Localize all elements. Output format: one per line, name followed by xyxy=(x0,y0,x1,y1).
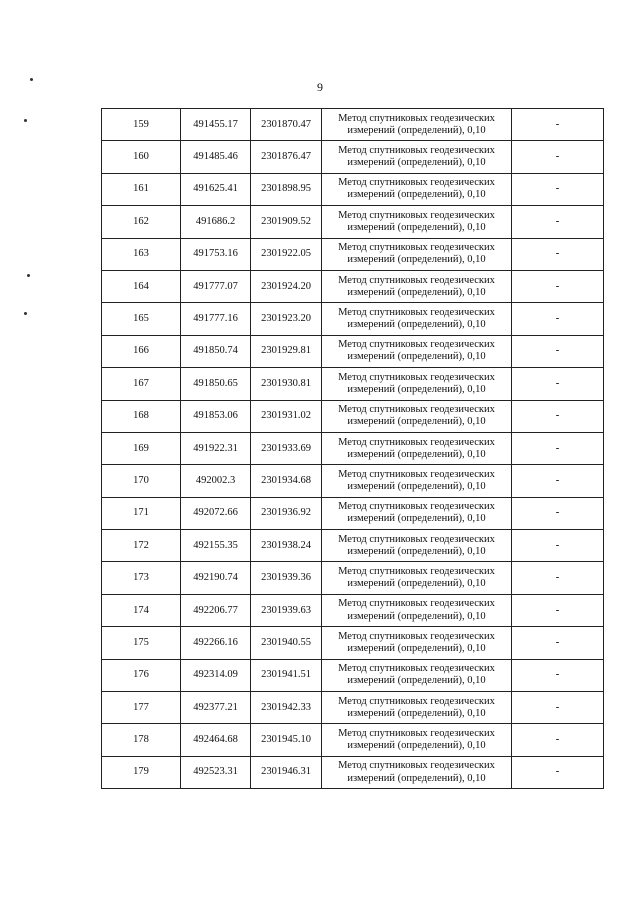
method-line-1: Метод спутниковых геодезических xyxy=(338,371,495,383)
method-line-1: Метод спутниковых геодезических xyxy=(338,274,495,286)
note-cell: - xyxy=(512,400,604,432)
table-row xyxy=(102,335,604,367)
method-line-2: измерений (определений), 0,10 xyxy=(347,707,486,719)
note-cell: - xyxy=(512,724,604,756)
table-row xyxy=(102,368,604,400)
method-cell xyxy=(322,141,512,173)
table-row xyxy=(102,465,604,497)
note-cell: - xyxy=(512,756,604,788)
method-line-1: Метод спутниковых геодезических xyxy=(338,598,495,610)
method-cell xyxy=(322,465,512,497)
method-line-2: измерений (определений), 0,10 xyxy=(347,675,486,687)
x-coordinate-cell: 491850.74 xyxy=(181,335,251,367)
y-coordinate-cell: 2301909.52 xyxy=(251,206,322,238)
method-line-2: измерений (определений), 0,10 xyxy=(347,545,486,557)
x-coordinate-cell: 491777.16 xyxy=(181,303,251,335)
x-coordinate-cell: 491485.46 xyxy=(181,141,251,173)
method-line-2: измерений (определений), 0,10 xyxy=(347,610,486,622)
method-line-1: Метод спутниковых геодезических xyxy=(338,306,495,318)
x-coordinate-cell: 492072.66 xyxy=(181,497,251,529)
y-coordinate-cell: 2301940.55 xyxy=(251,627,322,659)
point-number-cell: 176 xyxy=(102,659,181,691)
method-line-1: Метод спутниковых геодезических xyxy=(338,209,495,221)
note-cell: - xyxy=(512,368,604,400)
point-number-cell: 170 xyxy=(102,465,181,497)
note-cell: - xyxy=(512,465,604,497)
point-number-cell: 162 xyxy=(102,206,181,238)
y-coordinate-cell: 2301933.69 xyxy=(251,432,322,464)
y-coordinate-cell: 2301931.02 xyxy=(251,400,322,432)
method-line-1: Метод спутниковых геодезических xyxy=(338,566,495,578)
method-cell xyxy=(322,303,512,335)
scan-speck xyxy=(30,78,33,81)
note-cell: - xyxy=(512,335,604,367)
note-cell: - xyxy=(512,303,604,335)
point-number-cell: 163 xyxy=(102,238,181,270)
scan-speck xyxy=(27,274,30,277)
x-coordinate-cell: 491686.2 xyxy=(181,206,251,238)
note-cell: - xyxy=(512,627,604,659)
method-line-2: измерений (определений), 0,10 xyxy=(347,642,486,654)
x-coordinate-cell: 492464.68 xyxy=(181,724,251,756)
point-number-cell: 167 xyxy=(102,368,181,400)
table-row xyxy=(102,659,604,691)
x-coordinate-cell: 492206.77 xyxy=(181,594,251,626)
method-line-2: измерений (определений), 0,10 xyxy=(347,286,486,298)
method-line-2: измерений (определений), 0,10 xyxy=(347,157,486,169)
y-coordinate-cell: 2301924.20 xyxy=(251,270,322,302)
method-line-1: Метод спутниковых геодезических xyxy=(338,728,495,740)
table-row xyxy=(102,594,604,626)
x-coordinate-cell: 492314.09 xyxy=(181,659,251,691)
point-number-cell: 175 xyxy=(102,627,181,659)
x-coordinate-cell: 492523.31 xyxy=(181,756,251,788)
table-row xyxy=(102,692,604,724)
scan-speck xyxy=(24,312,27,315)
point-number-cell: 178 xyxy=(102,724,181,756)
coordinates-table xyxy=(101,108,604,789)
method-line-1: Метод спутниковых геодезических xyxy=(338,112,495,124)
table-row xyxy=(102,238,604,270)
method-line-1: Метод спутниковых геодезических xyxy=(338,404,495,416)
table-row xyxy=(102,206,604,238)
table-row xyxy=(102,497,604,529)
point-number-cell: 165 xyxy=(102,303,181,335)
method-cell xyxy=(322,173,512,205)
method-line-2: измерений (определений), 0,10 xyxy=(347,416,486,428)
y-coordinate-cell: 2301938.24 xyxy=(251,530,322,562)
method-line-1: Метод спутниковых геодезических xyxy=(338,436,495,448)
method-line-1: Метод спутниковых геодезических xyxy=(338,242,495,254)
point-number-cell: 172 xyxy=(102,530,181,562)
x-coordinate-cell: 492155.35 xyxy=(181,530,251,562)
x-coordinate-cell: 492190.74 xyxy=(181,562,251,594)
table-row xyxy=(102,562,604,594)
note-cell: - xyxy=(512,432,604,464)
point-number-cell: 161 xyxy=(102,173,181,205)
x-coordinate-cell: 491625.41 xyxy=(181,173,251,205)
y-coordinate-cell: 2301930.81 xyxy=(251,368,322,400)
note-cell: - xyxy=(512,270,604,302)
note-cell: - xyxy=(512,206,604,238)
point-number-cell: 177 xyxy=(102,692,181,724)
y-coordinate-cell: 2301939.63 xyxy=(251,594,322,626)
y-coordinate-cell: 2301923.20 xyxy=(251,303,322,335)
point-number-cell: 171 xyxy=(102,497,181,529)
method-line-2: измерений (определений), 0,10 xyxy=(347,319,486,331)
note-cell: - xyxy=(512,530,604,562)
method-line-1: Метод спутниковых геодезических xyxy=(338,177,495,189)
note-cell: - xyxy=(512,497,604,529)
y-coordinate-cell: 2301876.47 xyxy=(251,141,322,173)
y-coordinate-cell: 2301945.10 xyxy=(251,724,322,756)
method-line-2: измерений (определений), 0,10 xyxy=(347,351,486,363)
method-cell xyxy=(322,109,512,141)
method-cell xyxy=(322,368,512,400)
method-line-1: Метод спутниковых геодезических xyxy=(338,339,495,351)
table-row xyxy=(102,141,604,173)
table-row xyxy=(102,303,604,335)
method-cell xyxy=(322,270,512,302)
point-number-cell: 174 xyxy=(102,594,181,626)
x-coordinate-cell: 491753.16 xyxy=(181,238,251,270)
point-number-cell: 168 xyxy=(102,400,181,432)
method-line-2: измерений (определений), 0,10 xyxy=(347,254,486,266)
method-line-2: измерений (определений), 0,10 xyxy=(347,740,486,752)
method-cell xyxy=(322,594,512,626)
point-number-cell: 159 xyxy=(102,109,181,141)
method-line-1: Метод спутниковых геодезических xyxy=(338,501,495,513)
method-cell xyxy=(322,432,512,464)
y-coordinate-cell: 2301936.92 xyxy=(251,497,322,529)
method-cell xyxy=(322,206,512,238)
y-coordinate-cell: 2301946.31 xyxy=(251,756,322,788)
y-coordinate-cell: 2301898.95 xyxy=(251,173,322,205)
method-cell xyxy=(322,400,512,432)
note-cell: - xyxy=(512,141,604,173)
method-line-1: Метод спутниковых геодезических xyxy=(338,695,495,707)
x-coordinate-cell: 492002.3 xyxy=(181,465,251,497)
scan-speck xyxy=(24,119,27,122)
note-cell: - xyxy=(512,173,604,205)
method-cell xyxy=(322,497,512,529)
method-cell xyxy=(322,562,512,594)
method-cell xyxy=(322,756,512,788)
note-cell: - xyxy=(512,659,604,691)
method-line-2: измерений (определений), 0,10 xyxy=(347,189,486,201)
method-line-2: измерений (определений), 0,10 xyxy=(347,480,486,492)
table-row xyxy=(102,400,604,432)
method-line-1: Метод спутниковых геодезических xyxy=(338,760,495,772)
y-coordinate-cell: 2301929.81 xyxy=(251,335,322,367)
method-line-2: измерений (определений), 0,10 xyxy=(347,221,486,233)
method-line-2: измерений (определений), 0,10 xyxy=(347,383,486,395)
x-coordinate-cell: 491850.65 xyxy=(181,368,251,400)
method-line-2: измерений (определений), 0,10 xyxy=(347,578,486,590)
table-row xyxy=(102,724,604,756)
note-cell: - xyxy=(512,594,604,626)
method-line-2: измерений (определений), 0,10 xyxy=(347,448,486,460)
table-row xyxy=(102,109,604,141)
x-coordinate-cell: 491853.06 xyxy=(181,400,251,432)
method-line-1: Метод спутниковых геодезических xyxy=(338,630,495,642)
method-cell xyxy=(322,627,512,659)
point-number-cell: 169 xyxy=(102,432,181,464)
table-row xyxy=(102,627,604,659)
method-line-1: Метод спутниковых геодезических xyxy=(338,533,495,545)
method-line-1: Метод спутниковых геодезических xyxy=(338,468,495,480)
method-line-2: измерений (определений), 0,10 xyxy=(347,772,486,784)
point-number-cell: 166 xyxy=(102,335,181,367)
y-coordinate-cell: 2301870.47 xyxy=(251,109,322,141)
point-number-cell: 160 xyxy=(102,141,181,173)
table-row xyxy=(102,432,604,464)
x-coordinate-cell: 491777.07 xyxy=(181,270,251,302)
method-line-2: измерений (определений), 0,10 xyxy=(347,513,486,525)
method-cell xyxy=(322,238,512,270)
point-number-cell: 164 xyxy=(102,270,181,302)
note-cell: - xyxy=(512,238,604,270)
coordinates-table-body xyxy=(102,109,604,789)
point-number-cell: 173 xyxy=(102,562,181,594)
method-cell xyxy=(322,659,512,691)
y-coordinate-cell: 2301934.68 xyxy=(251,465,322,497)
method-cell xyxy=(322,692,512,724)
y-coordinate-cell: 2301922.05 xyxy=(251,238,322,270)
table-row xyxy=(102,173,604,205)
method-line-2: измерений (определений), 0,10 xyxy=(347,124,486,136)
point-number-cell: 179 xyxy=(102,756,181,788)
method-line-1: Метод спутниковых геодезических xyxy=(338,663,495,675)
y-coordinate-cell: 2301942.33 xyxy=(251,692,322,724)
y-coordinate-cell: 2301939.36 xyxy=(251,562,322,594)
table-row xyxy=(102,270,604,302)
x-coordinate-cell: 491455.17 xyxy=(181,109,251,141)
x-coordinate-cell: 492377.21 xyxy=(181,692,251,724)
note-cell: - xyxy=(512,692,604,724)
method-cell xyxy=(322,724,512,756)
note-cell: - xyxy=(512,562,604,594)
method-cell xyxy=(322,530,512,562)
table-row xyxy=(102,756,604,788)
page-number: 9 xyxy=(317,80,323,94)
method-line-1: Метод спутниковых геодезических xyxy=(338,145,495,157)
method-cell xyxy=(322,335,512,367)
x-coordinate-cell: 492266.16 xyxy=(181,627,251,659)
x-coordinate-cell: 491922.31 xyxy=(181,432,251,464)
note-cell: - xyxy=(512,109,604,141)
table-row xyxy=(102,530,604,562)
y-coordinate-cell: 2301941.51 xyxy=(251,659,322,691)
